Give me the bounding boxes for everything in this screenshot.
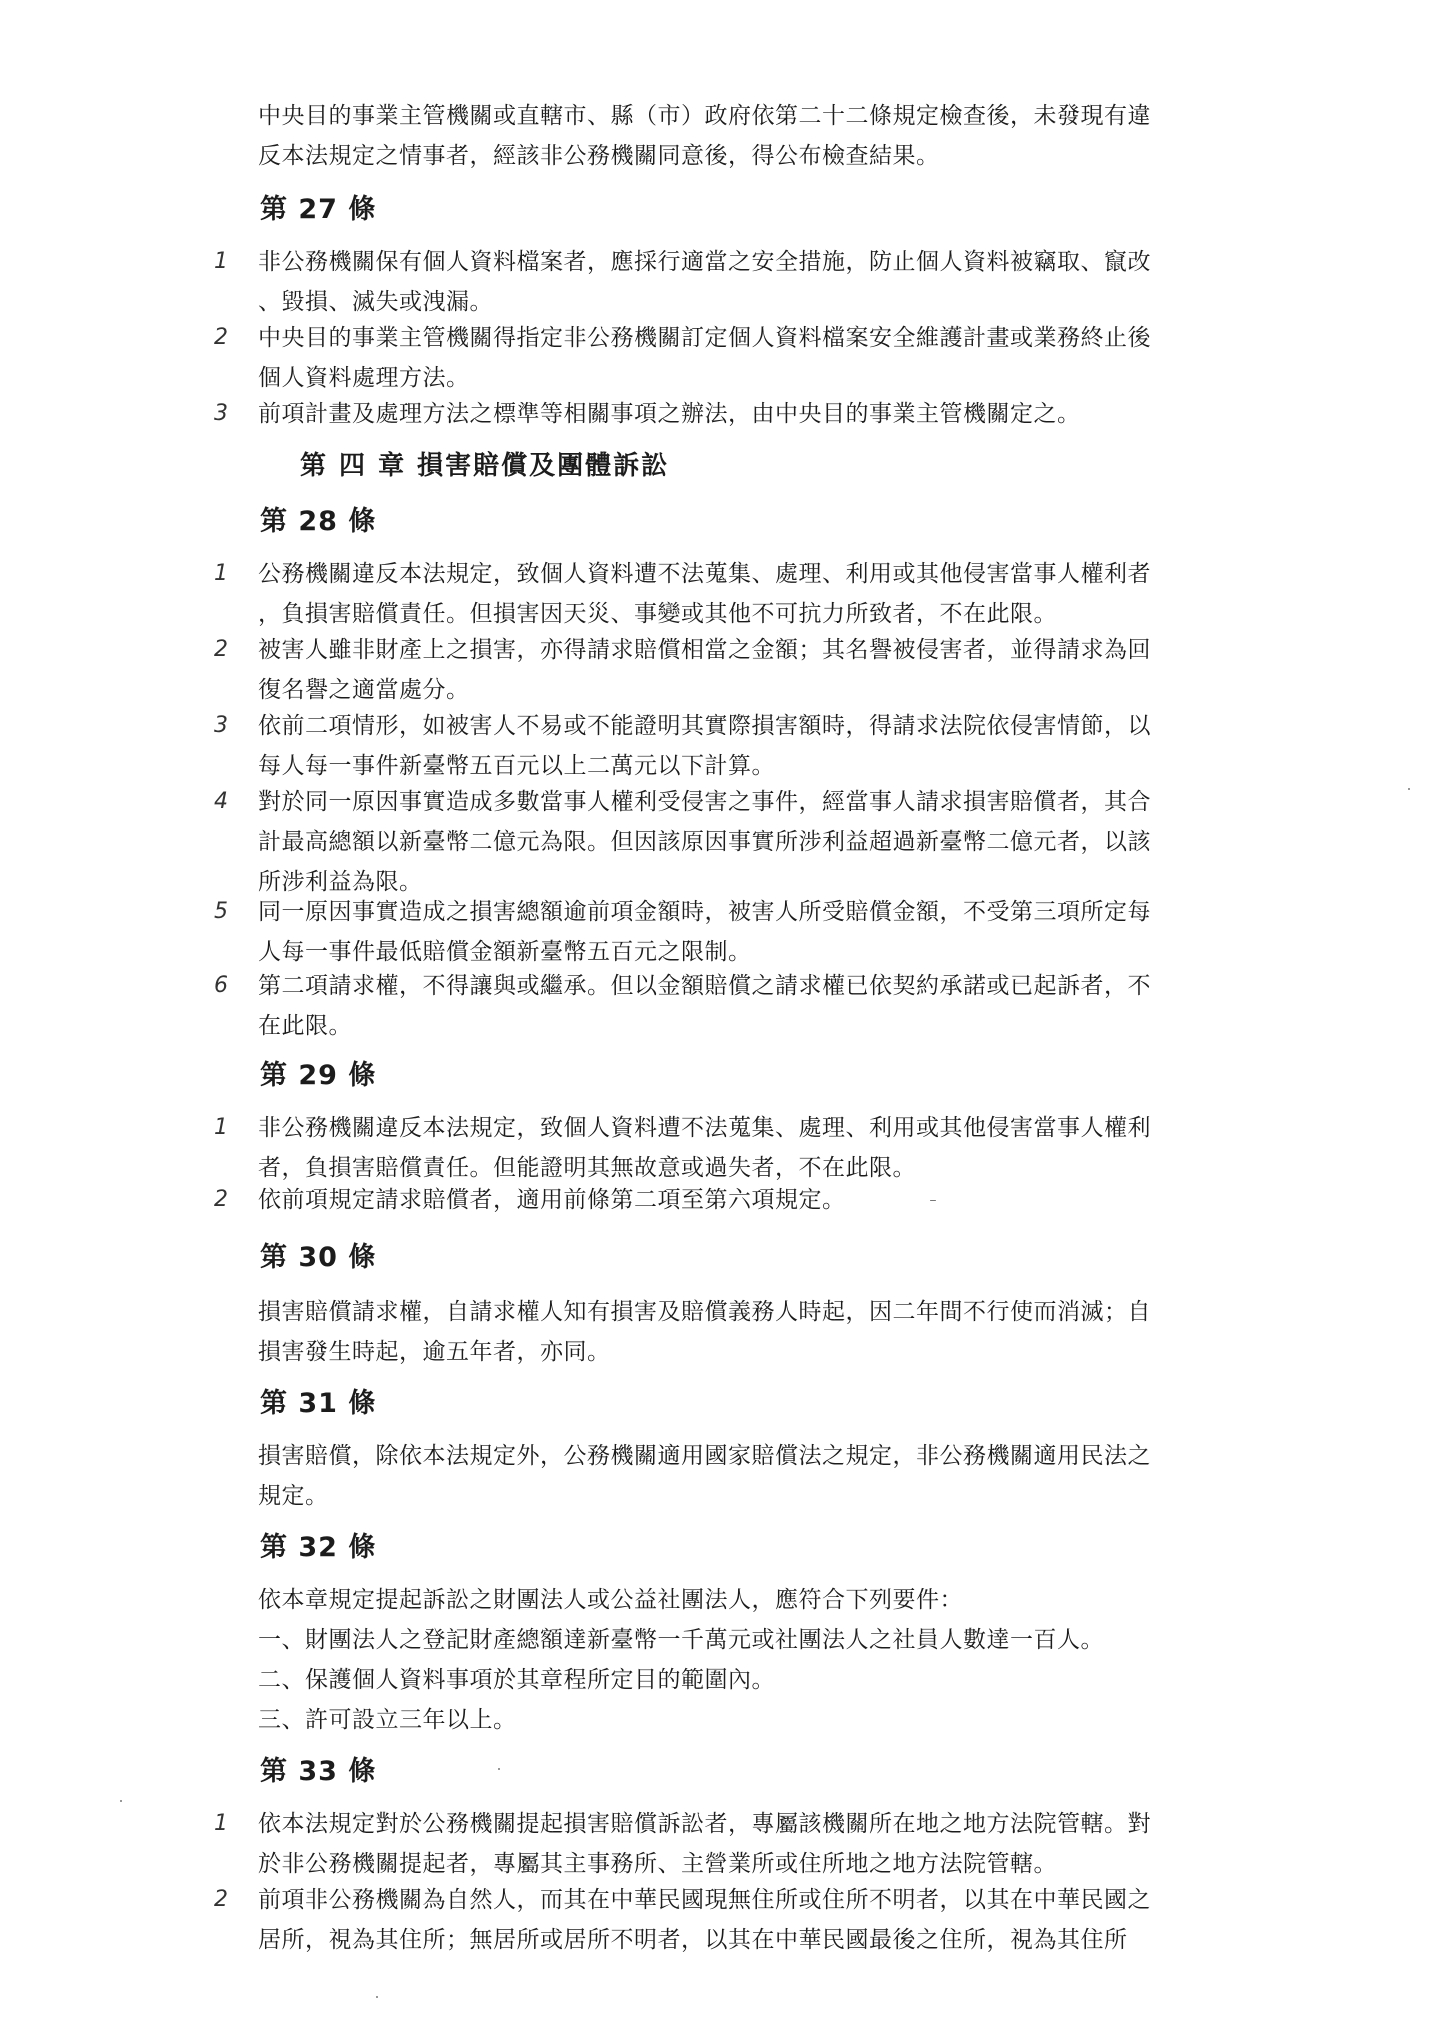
article-32-text: [258, 1580, 1240, 1740]
paragraph-number: 3: [214, 713, 228, 738]
text-line: 依本章規定提起訴訟之財團法人或公益社團法人，應符合下列要件：: [258, 1587, 963, 1613]
text-line: 對於同一原因事實造成多數當事人權利受侵害之事件，經當事人請求損害賠償者，其合: [258, 789, 1151, 815]
text-line: 第二項請求權，不得讓與或繼承。但以金額賠償之請求權已依契約承諾或已起訴者，不: [258, 973, 1151, 999]
text-line: 損害賠償請求權，自請求權人知有損害及賠償義務人時起，因二年間不行使而消滅；自: [258, 1299, 1151, 1325]
article-28-paragraph-6: [258, 966, 1240, 1046]
article-29-heading: 第 29 條: [260, 1060, 377, 1091]
text-line: 依前項規定請求賠償者，適用前條第二項至第六項規定。: [258, 1187, 846, 1213]
scan-speck: [120, 1800, 122, 1802]
article-28-paragraph-2: [258, 630, 1240, 710]
article-30-heading: 第 30 條: [260, 1242, 377, 1273]
paragraph-number: 2: [214, 1187, 228, 1212]
paragraph-number: 1: [214, 1811, 228, 1836]
article-28-paragraph-5: [258, 892, 1240, 972]
paragraph-number: 1: [214, 249, 228, 274]
article-28-paragraph-3: [258, 706, 1240, 786]
article-31-heading: 第 31 條: [260, 1388, 377, 1419]
article-33-heading: 第 33 條: [260, 1756, 377, 1787]
article-29-paragraph-1: [258, 1108, 1240, 1188]
text-line: 每人每一事件新臺幣五百元以上二萬元以下計算。: [258, 753, 775, 779]
article-30-text: [258, 1292, 1240, 1372]
text-line: 計最高總額以新臺幣二億元為限。但因該原因事實所涉利益超過新臺幣二億元者，以該: [258, 829, 1151, 855]
scan-speck: [376, 1996, 378, 1998]
paragraph-number: 2: [214, 325, 228, 350]
article-31-text: [258, 1436, 1240, 1516]
text-line: 反本法規定之情事者，經該非公務機關同意後，得公布檢查結果。: [258, 143, 940, 169]
article-27-paragraph-3: [258, 394, 1240, 434]
paragraph-number: 2: [214, 637, 228, 662]
text-line: 公務機關違反本法規定，致個人資料遭不法蒐集、處理、利用或其他侵害當事人權利者: [258, 561, 1151, 587]
text-line: 人每一事件最低賠償金額新臺幣五百元之限制。: [258, 939, 752, 965]
article-27-paragraph-1: [258, 242, 1240, 322]
article-28-paragraph-1: [258, 554, 1240, 634]
text-line: 在此限。: [258, 1013, 352, 1039]
text-line: 個人資料處理方法。: [258, 365, 470, 391]
text-line: 依本法規定對於公務機關提起損害賠償訴訟者，專屬該機關所在地之地方法院管轄。對: [258, 1811, 1151, 1837]
paragraph-number: 1: [214, 561, 228, 586]
paragraph-number: 1: [214, 1115, 228, 1140]
text-line: 復名譽之適當處分。: [258, 677, 470, 703]
paragraph-number: 4: [214, 789, 228, 814]
text-line: 前項非公務機關為自然人，而其在中華民國現無住所或住所不明者，以其在中華民國之: [258, 1887, 1151, 1913]
text-line: 三、許可設立三年以上。: [258, 1707, 517, 1733]
article-32-heading: 第 32 條: [260, 1532, 377, 1563]
text-line: 者，負損害賠償責任。但能證明其無故意或過失者，不在此限。: [258, 1155, 916, 1181]
paragraph-number: 3: [214, 401, 228, 426]
paragraph-number: 5: [214, 899, 228, 924]
text-line: 非公務機關保有個人資料檔案者，應採行適當之安全措施，防止個人資料被竊取、竄改: [258, 249, 1151, 275]
text-line: 依前二項情形，如被害人不易或不能證明其實際損害額時，得請求法院依侵害情節，以: [258, 713, 1151, 739]
article-33-paragraph-2: [258, 1880, 1240, 1960]
paragraph-number: 2: [214, 1887, 228, 1912]
chapter-4-title: 第 四 章 損害賠償及團體訴訟: [300, 451, 670, 481]
paragraph-number: 6: [214, 973, 228, 998]
text-line: 一、財團法人之登記財產總額達新臺幣一千萬元或社團法人之社員人數達一百人。: [258, 1627, 1104, 1653]
text-line: 前項計畫及處理方法之標準等相關事項之辦法，由中央目的事業主管機關定之。: [258, 401, 1081, 427]
text-line: ，負損害賠償責任。但損害因天災、事變或其他不可抗力所致者，不在此限。: [258, 601, 1057, 627]
text-line: 中央目的事業主管機關得指定非公務機關訂定個人資料檔案安全維護計畫或業務終止後: [258, 325, 1151, 351]
intro-paragraph: [258, 96, 1240, 176]
text-line: 損害賠償，除依本法規定外，公務機關適用國家賠償法之規定，非公務機關適用民法之: [258, 1443, 1151, 1469]
article-27-paragraph-2: [258, 318, 1240, 398]
text-line: 二、保護個人資料事項於其章程所定目的範圍內。: [258, 1667, 775, 1693]
text-line: 於非公務機關提起者，專屬其主事務所、主營業所或住所地之地方法院管轄。: [258, 1851, 1057, 1877]
article-29-paragraph-2: [258, 1180, 1240, 1220]
scan-speck: [930, 1200, 936, 1201]
text-line: 同一原因事實造成之損害總額逾前項金額時，被害人所受賠償金額，不受第三項所定每: [258, 899, 1151, 925]
text-line: 被害人雖非財產上之損害，亦得請求賠償相當之金額；其名譽被侵害者，並得請求為回: [258, 637, 1151, 663]
text-line: 居所，視為其住所；無居所或居所不明者，以其在中華民國最後之住所，視為其住所: [258, 1927, 1128, 1953]
article-33-paragraph-1: [258, 1804, 1240, 1884]
text-line: 規定。: [258, 1483, 329, 1509]
text-line: 、毀損、滅失或洩漏。: [258, 289, 493, 315]
text-line: 所涉利益為限。: [258, 869, 423, 895]
scan-speck: [1408, 788, 1410, 790]
text-line: 非公務機關違反本法規定，致個人資料遭不法蒐集、處理、利用或其他侵害當事人權利: [258, 1115, 1151, 1141]
article-28-paragraph-4: [258, 782, 1240, 902]
article-28-heading: 第 28 條: [260, 506, 377, 537]
text-line: 中央目的事業主管機關或直轄市、縣（市）政府依第二十二條規定檢查後，未發現有違: [258, 103, 1151, 129]
text-line: 損害發生時起，逾五年者，亦同。: [258, 1339, 611, 1365]
article-27-heading: 第 27 條: [260, 194, 377, 225]
scan-speck: [498, 1768, 500, 1770]
